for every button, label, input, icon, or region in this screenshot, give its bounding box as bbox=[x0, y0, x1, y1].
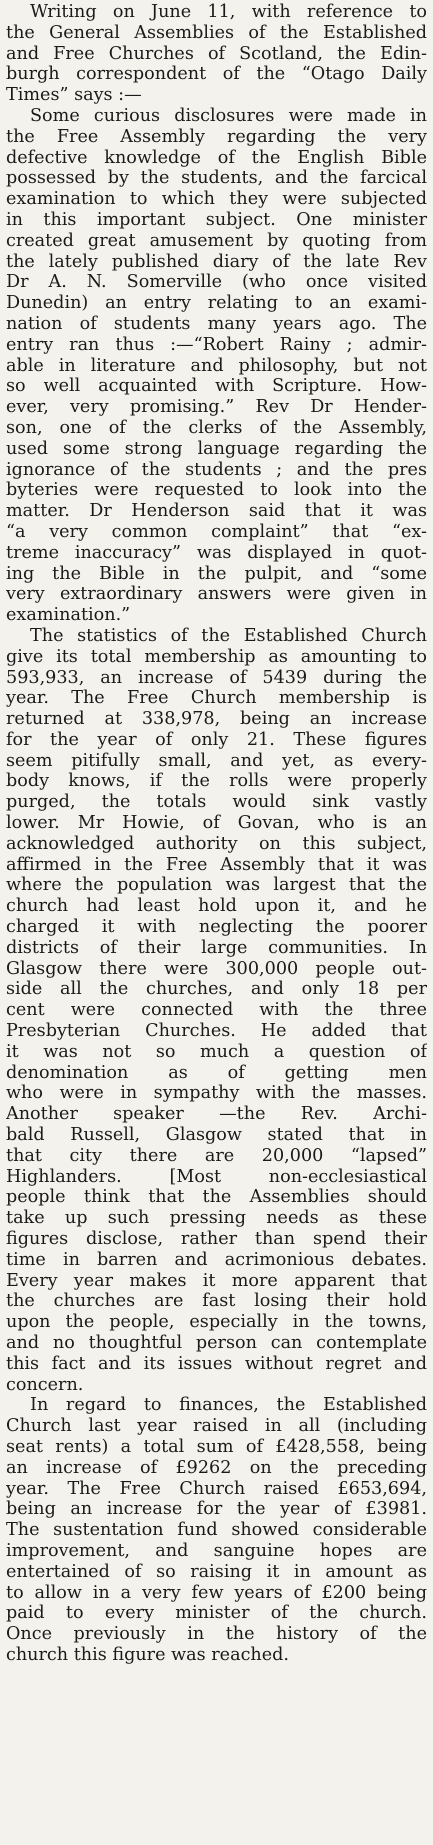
text-line: son, one of the clerks of the Assembly, bbox=[6, 417, 427, 438]
text-line: returned at 338,978, being an increase bbox=[6, 709, 427, 730]
text-line: Times” says :— bbox=[6, 85, 142, 106]
text-line: used some strong language regarding the bbox=[6, 438, 427, 459]
text-line: acknowledged authority on this subject, bbox=[6, 833, 427, 854]
text-line: matter. Dr Henderson said that it was bbox=[6, 501, 427, 522]
text-line: districts of their large communities. In bbox=[6, 937, 427, 958]
text-line: able in literature and philosophy, but not bbox=[6, 355, 427, 376]
text-line: concern. bbox=[6, 1374, 84, 1395]
text-line: entertained of so raising it in amount as bbox=[6, 1561, 427, 1582]
text-line: Some curious disclosures were made in bbox=[30, 105, 427, 126]
text-line: in this important subject. One minister bbox=[6, 209, 427, 230]
text-line: very extraordinary answers were given in bbox=[6, 584, 427, 605]
text-line: that city there are 20,000 “lapsed” bbox=[6, 1145, 427, 1166]
text-line: and no thoughtful person can contemplate bbox=[6, 1333, 427, 1353]
text-line: body knows, if the rolls were properly bbox=[6, 771, 427, 792]
text-line: this fact and its issues without regret and bbox=[6, 1353, 427, 1374]
text-line: the Free Assembly regarding the very bbox=[6, 126, 427, 147]
text-line: the churches are fast losing their hold bbox=[6, 1291, 427, 1312]
text-line: charged it with neglecting the poorer bbox=[6, 917, 427, 938]
text-line: created great amusement by quoting from bbox=[6, 230, 427, 251]
text-line: side all the churches, and only 18 per bbox=[6, 979, 427, 1000]
text-line: for the year of only 21. These figures bbox=[6, 729, 427, 750]
text-line: where the population was largest that the bbox=[6, 875, 427, 896]
text-line: people think that the Assemblies should bbox=[6, 1187, 427, 1208]
text-line: Another speaker —the Rev. Archi- bbox=[6, 1104, 427, 1125]
text-line: take up such pressing needs as these bbox=[6, 1208, 427, 1229]
text-line: denomination as of getting men bbox=[6, 1062, 427, 1083]
text-line: Once previously in the history of the bbox=[6, 1624, 427, 1645]
text-line: church had least hold upon it, and he bbox=[6, 896, 427, 917]
text-line: improvement, and sanguine hopes are bbox=[6, 1540, 427, 1561]
text-line: Dr A. N. Somerville (who once visited bbox=[6, 272, 427, 293]
text-line: Glasgow there were 300,000 people out- bbox=[6, 958, 427, 979]
text-line: so well acquainted with Scripture. How- bbox=[6, 376, 427, 397]
article-paragraph bbox=[6, 2, 427, 106]
article-paragraph bbox=[6, 626, 427, 1395]
text-line: time in barren and acrimonious debates. bbox=[6, 1249, 427, 1270]
text-line: The statistics of the Established Church bbox=[30, 625, 427, 646]
text-line: give its total membership as amounting to bbox=[6, 646, 427, 667]
text-line: being an increase for the year of £3981. bbox=[6, 1499, 427, 1520]
text-line: defective knowledge of the English Bible bbox=[6, 147, 427, 168]
text-line: 593,933, an increase of 5439 during the bbox=[6, 667, 427, 688]
text-line: treme inaccuracy” was displayed in quot- bbox=[6, 542, 427, 563]
text-line: cent were connected with the three bbox=[6, 1000, 427, 1021]
article-paragraph bbox=[6, 106, 427, 626]
text-line: paid to every minister of the church. bbox=[6, 1603, 427, 1624]
text-line: seat rents) a total sum of £428,558, being bbox=[6, 1436, 427, 1457]
text-line: affirmed in the Free Assembly that it was bbox=[6, 854, 427, 875]
text-line: “a very common complaint” that “ex- bbox=[6, 521, 427, 542]
text-line: an increase of £9262 on the preceding bbox=[6, 1457, 427, 1478]
text-line: to allow in a very few years of £200 being bbox=[6, 1582, 427, 1603]
text-line: and Free Churches of Scotland, the Edin- bbox=[6, 43, 427, 64]
text-line: byteries were requested to look into the bbox=[6, 480, 427, 501]
text-line: figures disclose, rather than spend their bbox=[6, 1229, 427, 1250]
text-line: The sustentation fund showed considerable bbox=[6, 1520, 427, 1541]
text-line: seem pitifully small, and yet, as every- bbox=[6, 750, 427, 771]
text-line: lower. Mr Howie, of Govan, who is an bbox=[6, 813, 427, 834]
text-line: possessed by the students, and the farcical bbox=[6, 168, 427, 189]
text-line: ignorance of the students ; and the pres bbox=[6, 459, 427, 480]
text-line: examination.” bbox=[6, 605, 131, 626]
text-line: examination to which they were subjected bbox=[6, 189, 427, 210]
text-line: Presbyterian Churches. He added that bbox=[6, 1021, 427, 1042]
text-line: Every year makes it more apparent that bbox=[6, 1270, 427, 1291]
text-line: who were in sympathy with the masses. bbox=[6, 1083, 427, 1104]
text-line: entry ran thus :—“Robert Rainy ; admir- bbox=[6, 334, 427, 355]
text-line: Church last year raised in all (including bbox=[6, 1416, 427, 1437]
article-paragraph bbox=[6, 1395, 427, 1665]
text-line: Highlanders. [Most non-ecclesiastical bbox=[6, 1166, 427, 1187]
text-line: ing the Bible in the pulpit, and “some bbox=[6, 563, 427, 584]
text-line: burgh correspondent of the “Otago Daily bbox=[6, 64, 427, 85]
article-body bbox=[6, 2, 427, 1666]
text-line: Dunedin) an entry relating to an exami- bbox=[6, 293, 427, 314]
text-line: year. The Free Church membership is bbox=[6, 688, 427, 709]
text-line: In regard to finances, the Established bbox=[30, 1395, 427, 1416]
text-line: church this figure was reached. bbox=[6, 1644, 290, 1665]
text-line: purged, the totals would sink vastly bbox=[6, 792, 427, 813]
text-line: it was not so much a question of bbox=[6, 1041, 427, 1062]
text-line: bald Russell, Glasgow stated that in bbox=[6, 1125, 427, 1146]
text-line: upon the people, especially in the towns, bbox=[6, 1312, 427, 1333]
text-line: Writing on June 11, with reference to bbox=[30, 2, 427, 22]
text-line: the General Assemblies of the Established bbox=[6, 22, 427, 43]
text-line: ever, very promising.” Rev Dr Hender- bbox=[6, 397, 427, 418]
text-line: the lately published diary of the late Rev bbox=[6, 251, 427, 272]
text-line: nation of students many years ago. The bbox=[6, 313, 427, 334]
text-line: year. The Free Church raised £653,694, bbox=[6, 1478, 427, 1499]
